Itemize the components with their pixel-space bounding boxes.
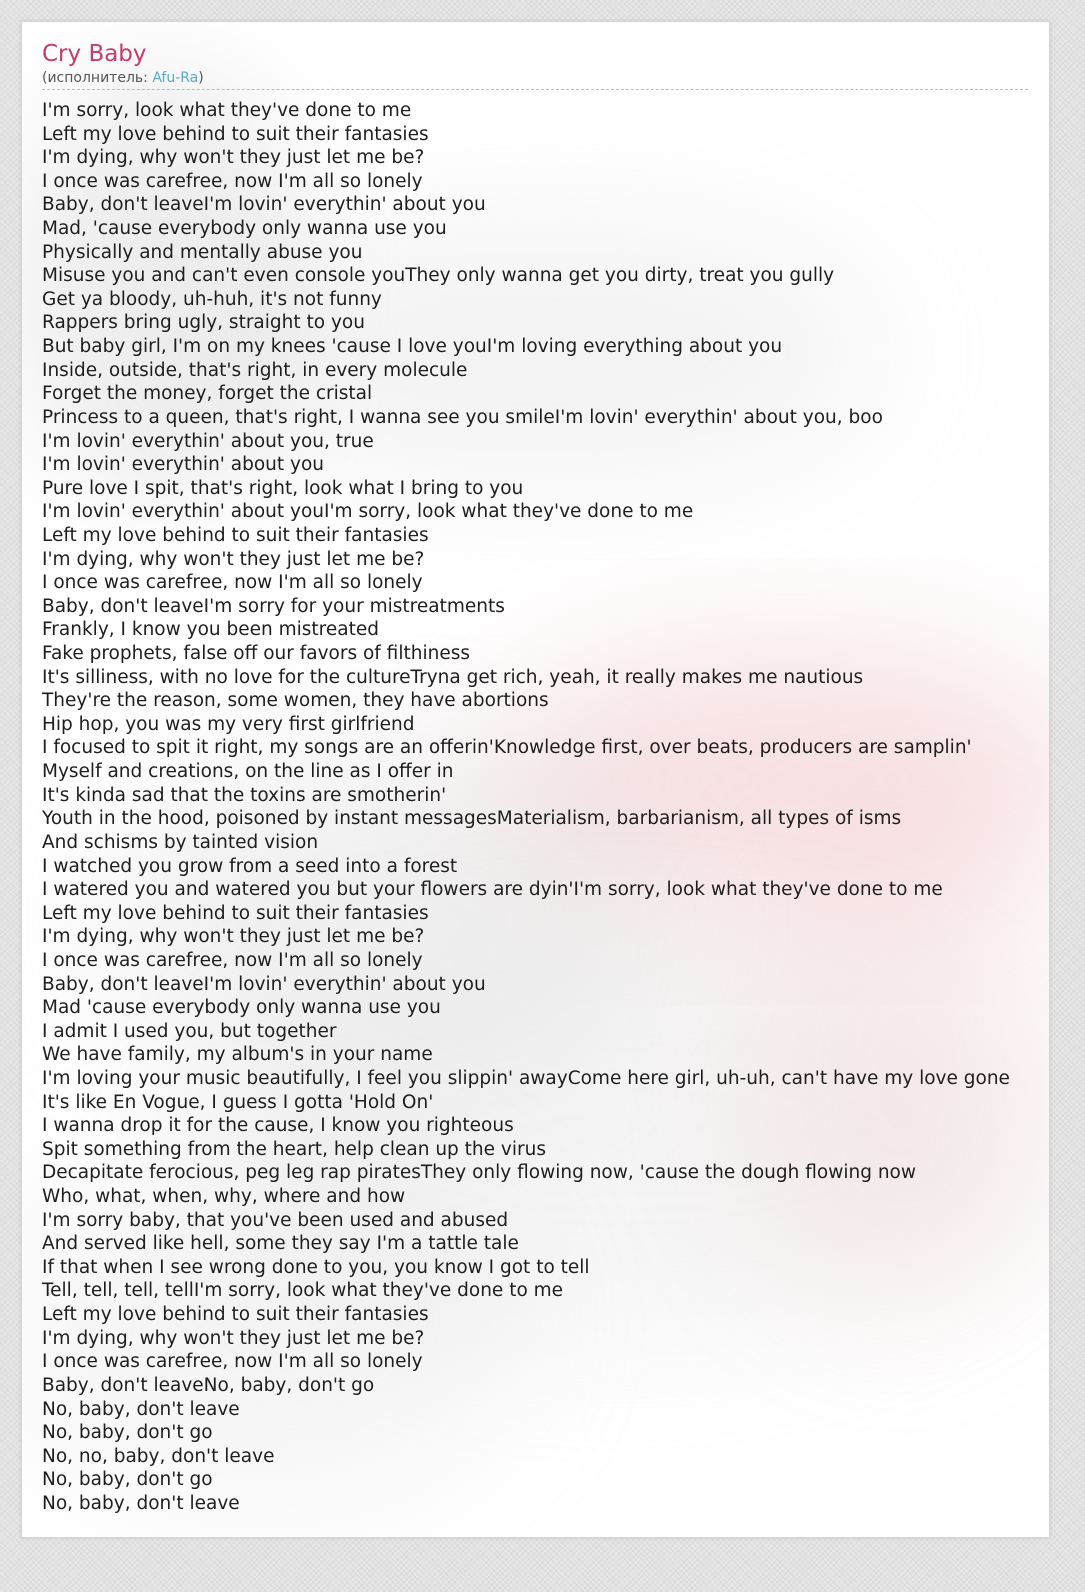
lyric-line: I'm lovin' everythin' about you, true <box>42 430 374 452</box>
performer-line <box>42 69 1028 87</box>
lyric-line: Mad 'cause everybody only wanna use you <box>42 997 441 1019</box>
lyric-line: Left my love behind to suit their fantasies <box>42 123 429 145</box>
lyric-line: Who, what, when, why, where and how <box>42 1186 406 1208</box>
performer-link[interactable]: Afu-Ra <box>152 70 199 86</box>
performer-suffix: ) <box>198 70 204 86</box>
lyric-line: They're the reason, some women, they have abortions <box>42 690 549 712</box>
performer-prefix: (исполнитель: <box>42 70 153 86</box>
lyric-line: Baby, don't leaveI'm sorry for your mistreatments <box>42 595 505 617</box>
lyric-line: Left my love behind to suit their fantasies <box>42 1304 429 1326</box>
lyric-line: Fake prophets, false off our favors of filthiness <box>42 643 470 665</box>
lyric-line: It's kinda sad that the toxins are smotherin' <box>42 784 447 806</box>
lyric-line: I wanna drop it for the cause, I know you righteous <box>42 1115 514 1137</box>
lyric-line: And schisms by tainted vision <box>42 831 319 853</box>
lyric-line: Tell, tell, tell, tellI'm sorry, look what they've done to me <box>42 1280 564 1302</box>
lyric-line: I'm lovin' everythin' about youI'm sorry, look what they've done to me <box>42 501 694 523</box>
lyric-line: Baby, don't leaveI'm lovin' everythin' about you <box>42 194 486 216</box>
lyric-line: Baby, don't leaveI'm lovin' everythin' about you <box>42 973 486 995</box>
lyric-line: I'm dying, why won't they just let me be? <box>42 1327 425 1349</box>
lyric-line: I once was carefree, now I'm all so lonely <box>42 949 423 971</box>
lyric-line: No, baby, don't go <box>42 1422 213 1444</box>
lyric-line: I watered you and watered you but your flowers are dyin'I'm sorry, look what they've done to me <box>42 879 943 901</box>
lyrics-card <box>21 21 1050 1538</box>
lyric-line: I'm sorry baby, that you've been used and abused <box>42 1209 509 1231</box>
lyric-line: Physically and mentally abuse you <box>42 241 363 263</box>
song-title: Cry Baby <box>42 41 147 67</box>
lyric-line: It's like En Vogue, I guess I gotta 'Hold On' <box>42 1091 434 1113</box>
lyric-line: I'm dying, why won't they just let me be? <box>42 147 425 169</box>
lyric-line: It's silliness, with no love for the cultureTryna get rich, yeah, it really makes me nautious <box>42 666 864 688</box>
lyric-line: No, no, baby, don't leave <box>42 1445 275 1467</box>
lyric-line: Mad, 'cause everybody only wanna use you <box>42 218 447 240</box>
lyric-line: I once was carefree, now I'm all so lonely <box>42 572 423 594</box>
lyric-line: Misuse you and can't even console youThey only wanna get you dirty, treat you gully <box>42 265 835 287</box>
lyric-line: Spit something from the heart, help clean up the virus <box>42 1138 546 1160</box>
lyric-line: Forget the money, forget the cristal <box>42 383 373 405</box>
lyric-line: Baby, don't leaveNo, baby, don't go <box>42 1374 375 1396</box>
lyric-line: No, baby, don't leave <box>42 1398 240 1420</box>
lyric-line: I'm dying, why won't they just let me be? <box>42 926 425 948</box>
lyric-line: But baby girl, I'm on my knees 'cause I love youI'm loving everything about you <box>42 336 783 358</box>
lyric-line: I once was carefree, now I'm all so lonely <box>42 170 423 192</box>
lyric-line: I once was carefree, now I'm all so lonely <box>42 1351 423 1373</box>
lyric-line: Youth in the hood, poisoned by instant messagesMaterialism, barbarianism, all types of isms <box>42 808 902 830</box>
lyric-line: Frankly, I know you been mistreated <box>42 619 379 641</box>
lyric-line: No, baby, don't leave <box>42 1492 240 1514</box>
lyric-line: Hip hop, you was my very first girlfriend <box>42 713 415 735</box>
lyrics-text <box>42 99 1050 1516</box>
lyric-line: I watched you grow from a seed into a forest <box>42 855 458 877</box>
lyric-line: Get ya bloody, uh-huh, it's not funny <box>42 288 382 310</box>
lyric-line: Pure love I spit, that's right, look what I bring to you <box>42 477 524 499</box>
lyric-line: No, baby, don't go <box>42 1469 213 1491</box>
lyric-line: If that when I see wrong done to you, you know I got to tell <box>42 1256 590 1278</box>
lyric-line: And served like hell, some they say I'm a tattle tale <box>42 1233 519 1255</box>
song-header <box>42 39 1028 90</box>
lyric-line: I'm loving your music beautifully, I feel you slippin' awayCome here girl, uh-uh, can't have my love gone <box>42 1067 1010 1089</box>
lyric-line: I focused to spit it right, my songs are an offerin'Knowledge first, over beats, producers are samplin' <box>42 737 972 759</box>
lyric-line: Myself and creations, on the line as I offer in <box>42 761 454 783</box>
lyric-line: I'm dying, why won't they just let me be? <box>42 548 425 570</box>
lyric-line: Inside, outside, that's right, in every molecule <box>42 359 468 381</box>
lyric-line: Rappers bring ugly, straight to you <box>42 312 365 334</box>
lyric-line: I admit I used you, but together <box>42 1020 337 1042</box>
lyric-line: Left my love behind to suit their fantasies <box>42 902 429 924</box>
lyric-line: I'm lovin' everythin' about you <box>42 454 325 476</box>
lyric-line: Princess to a queen, that's right, I wanna see you smileI'm lovin' everythin' about you, boo <box>42 406 883 428</box>
lyric-line: Left my love behind to suit their fantasies <box>42 524 429 546</box>
lyric-line: I'm sorry, look what they've done to me <box>42 100 412 121</box>
lyric-line: We have family, my album's in your name <box>42 1044 433 1066</box>
lyric-line: Decapitate ferocious, peg leg rap piratesThey only flowing now, 'cause the dough flowing now <box>42 1162 916 1184</box>
